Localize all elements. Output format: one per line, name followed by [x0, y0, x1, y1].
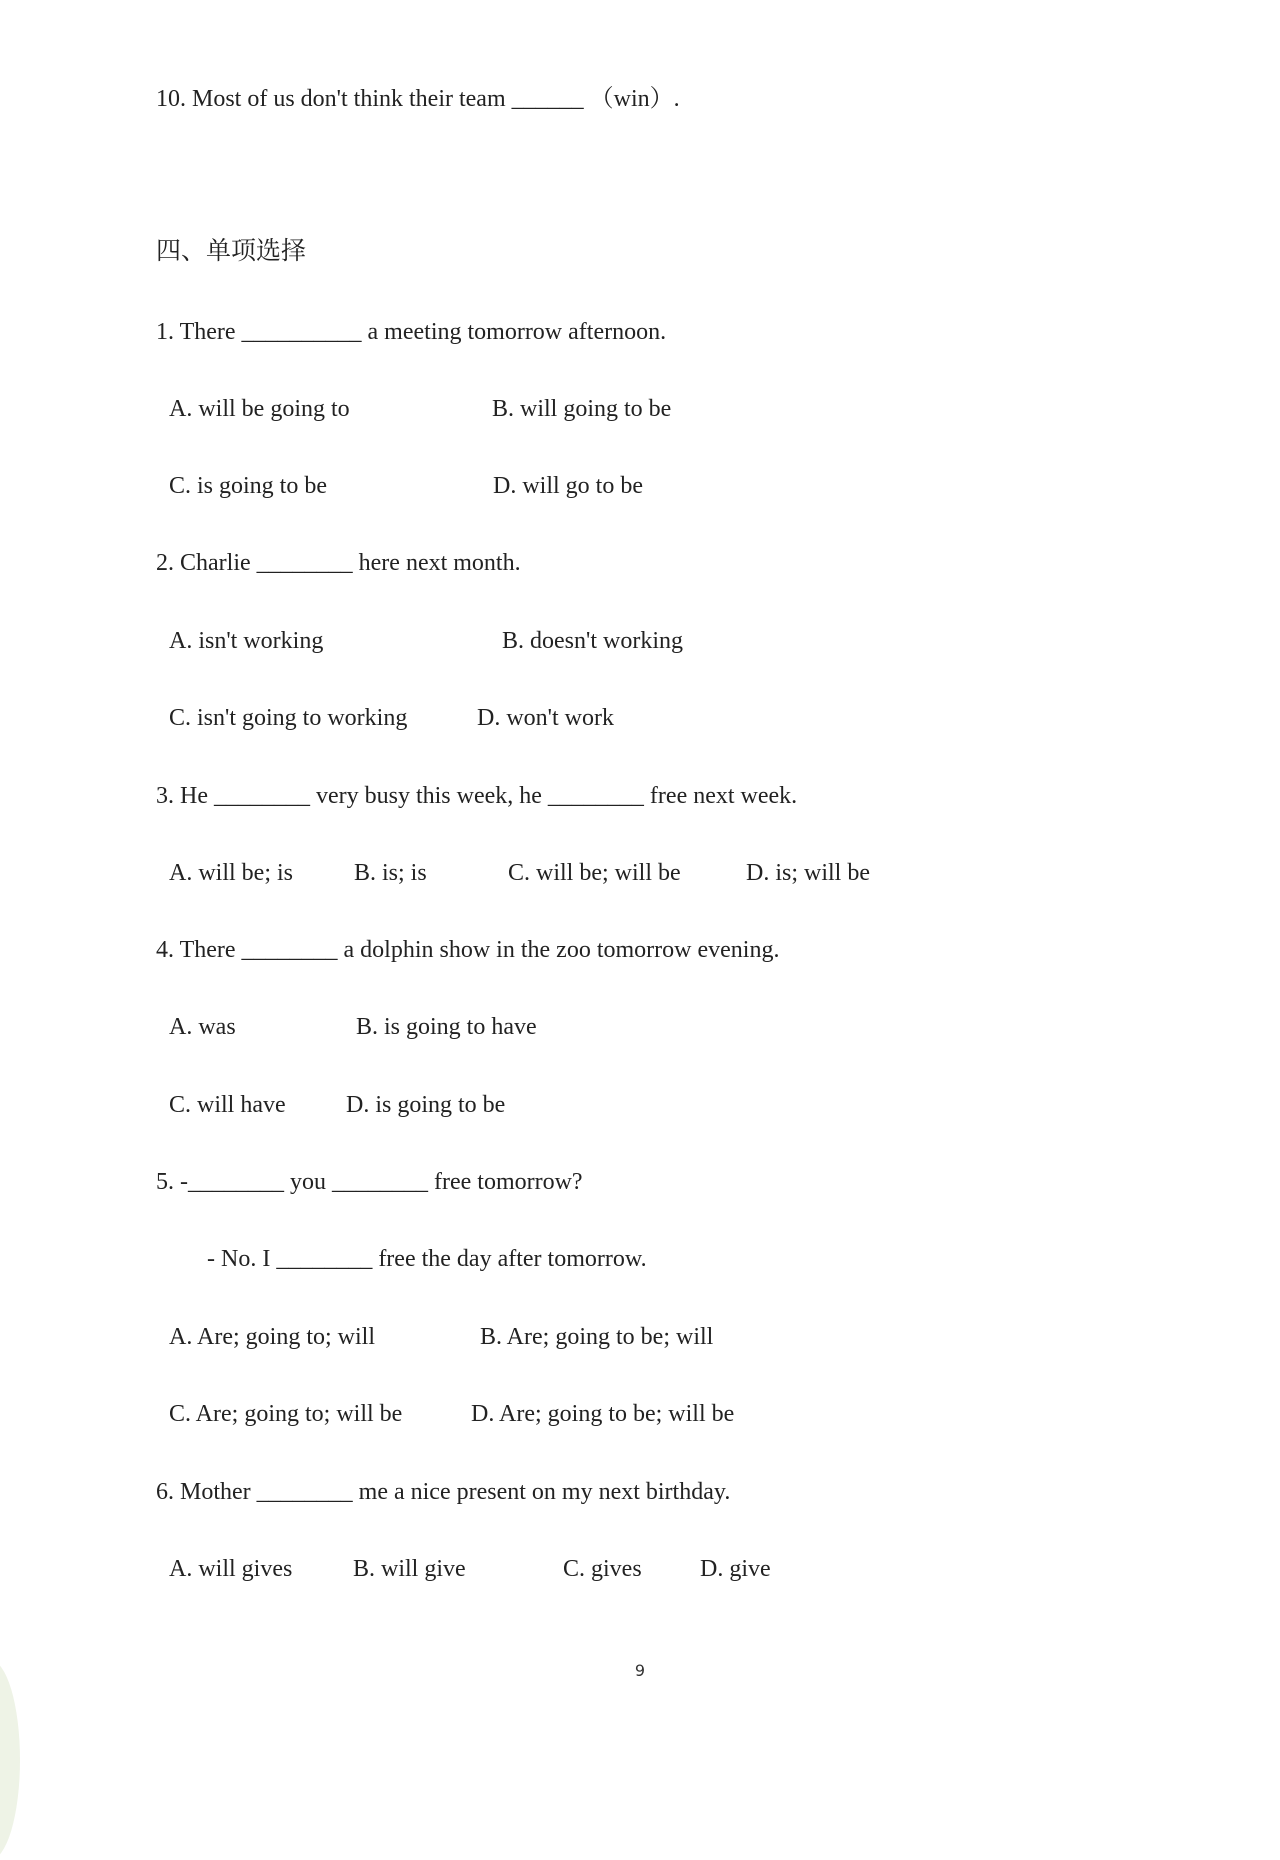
question-3-option-d: D. is; will be: [746, 860, 870, 886]
question-2-stem: 2. Charlie ________ here next month.: [156, 550, 521, 576]
question-2-option-c: C. isn't going to working: [169, 705, 408, 731]
question-6-option-a: A. will gives: [169, 1556, 293, 1582]
question-4-option-d: D. is going to be: [346, 1092, 506, 1118]
question-5-option-c: C. Are; going to; will be: [169, 1401, 403, 1427]
page-number: 9: [634, 1661, 646, 1680]
question-2-option-d: D. won't work: [477, 705, 614, 731]
question-6-stem: 6. Mother ________ me a nice present on my next birthday.: [156, 1479, 731, 1505]
question-2-option-b: B. doesn't working: [502, 628, 683, 654]
question-1-option-d: D. will go to be: [493, 473, 643, 499]
question-10: 10. Most of us don't think their team ______ （win）.: [156, 86, 680, 112]
question-6-option-b: B. will give: [353, 1556, 466, 1582]
question-5-stem: 5. -________ you ________ free tomorrow?: [156, 1169, 583, 1195]
question-5-stem-reply: - No. I ________ free the day after tomorrow.: [207, 1246, 647, 1272]
question-6-option-d: D. give: [700, 1556, 771, 1582]
section-title: 四、单项选择: [156, 238, 307, 265]
corner-leaf-decoration: [0, 1660, 20, 1860]
question-1-option-c: C. is going to be: [169, 473, 328, 499]
question-3-option-a: A. will be; is: [169, 860, 293, 886]
question-6-option-c: C. gives: [563, 1556, 642, 1582]
question-5-option-b: B. Are; going to be; will: [480, 1324, 714, 1350]
question-1-option-b: B. will going to be: [492, 396, 672, 422]
question-1-option-a: A. will be going to: [169, 396, 350, 422]
question-3-option-b: B. is; is: [354, 860, 427, 886]
question-5-option-a: A. Are; going to; will: [169, 1324, 375, 1350]
question-5-option-d: D. Are; going to be; will be: [471, 1401, 735, 1427]
question-1-stem: 1. There __________ a meeting tomorrow afternoon.: [156, 319, 667, 345]
question-2-option-a: A. isn't working: [169, 628, 324, 654]
question-4-option-a: A. was: [169, 1014, 236, 1040]
question-3-stem: 3. He ________ very busy this week, he ________ free next week.: [156, 783, 798, 809]
question-4-stem: 4. There ________ a dolphin show in the zoo tomorrow evening.: [156, 937, 780, 963]
question-4-option-b: B. is going to have: [356, 1014, 537, 1040]
question-4-option-c: C. will have: [169, 1092, 286, 1118]
question-3-option-c: C. will be; will be: [508, 860, 681, 886]
